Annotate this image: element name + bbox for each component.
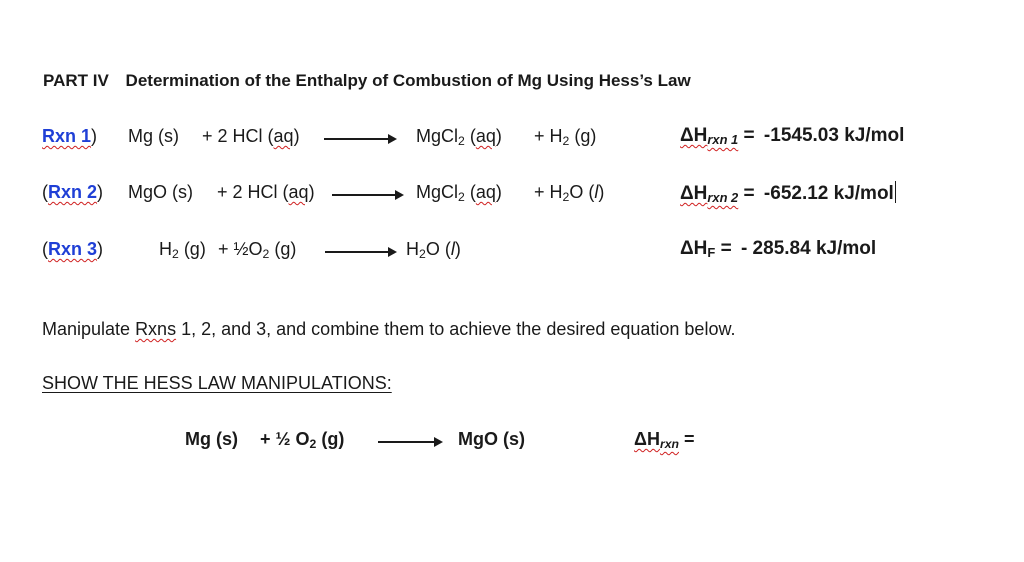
- rxn2-enthalpy: $\Delta H_{rxn 2} = -652.12$ kJ/mol: [680, 183, 894, 206]
- rxn2-product-h2o: + $H_2O$ (l): [534, 182, 605, 205]
- delta-h-symbol: ΔH: [680, 183, 708, 204]
- delta-h-symbol: ΔH: [634, 429, 660, 449]
- rxn1-product-h2: + $H_2$ (g): [534, 126, 597, 149]
- target-arrow: [378, 441, 441, 443]
- target-product-mgo: MgO (s): [458, 429, 525, 449]
- rxn1-link[interactable]: Rxn 1: [42, 126, 92, 146]
- delta-h-symbol: ΔH: [680, 125, 708, 146]
- rxn1-reactant-mg: Mg (s): [128, 126, 179, 146]
- rxn1-product-mgcl2: MgCl$_2$ (aq): [416, 126, 502, 149]
- page-heading: [43, 71, 691, 91]
- rxn1-enthalpy: $\Delta H_{rxn 1} = -1545.03$ kJ/mol: [680, 125, 905, 148]
- target-enthalpy: $\Delta H_{rxn}$ =: [634, 429, 695, 452]
- page-title: Determination of the Enthalpy of Combustion of Mg Using Hess’s Law: [125, 71, 691, 90]
- rxn3-link[interactable]: Rxn 3: [48, 239, 98, 259]
- rxn2-label: (Rxn 2): [42, 182, 104, 202]
- show-manipulations-label: SHOW THE HESS LAW MANIPULATIONS:: [42, 373, 392, 393]
- rxn3-enthalpy: $\Delta H_F$ = - 285.84 kJ/mol: [680, 238, 877, 261]
- rxn1-reactant-hcl: + 2 HCl (aq): [202, 126, 300, 146]
- target-reactant-o2: + ½ $O_2$ (g): [260, 429, 345, 452]
- rxn1-label: Rxn 1): [42, 126, 98, 146]
- part-label: PART IV: [43, 71, 109, 90]
- instruction-text: Manipulate Rxns 1, 2, and 3, and combine them to achieve the desired equation below.: [42, 319, 736, 339]
- rxn2-enthalpy-value: -652.12 kJ/mol: [763, 183, 894, 204]
- rxn3-reactant-h2: $H_2$ (g): [159, 239, 206, 262]
- rxn2-arrow: [332, 194, 402, 196]
- delta-h-symbol: ΔH: [680, 238, 708, 259]
- rxn3-arrow: [325, 251, 395, 253]
- rxn2-reactant-hcl: + 2 HCl (aq): [217, 182, 315, 202]
- rxn3-enthalpy-value: - 285.84 kJ/mol: [740, 238, 877, 259]
- rxn1-enthalpy-value: -1545.03 kJ/mol: [763, 125, 905, 146]
- text-cursor: [895, 181, 896, 203]
- rxn3-product-h2o: $H_2O$ (l): [406, 239, 461, 262]
- rxn2-product-mgcl2: MgCl$_2$ (aq): [416, 182, 502, 205]
- rxn3-label: (Rxn 3): [42, 239, 104, 259]
- target-reactant-mg: Mg (s): [185, 429, 238, 449]
- rxn1-arrow: [324, 138, 395, 140]
- rxn2-link[interactable]: Rxn 2: [48, 182, 98, 202]
- rxn3-reactant-o2: + $\frac{1}{2}O_2$ (g): [218, 239, 297, 262]
- rxn2-reactant-mgo: MgO (s): [128, 182, 193, 202]
